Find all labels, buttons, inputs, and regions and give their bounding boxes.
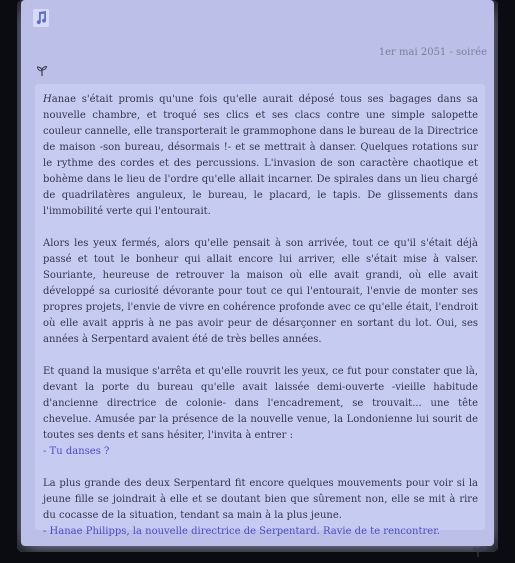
story-paragraph-3 <box>43 364 478 460</box>
story-text <box>43 92 478 540</box>
sprout-icon <box>36 62 48 74</box>
dialogue-line-2: - Hanae Philipps, la nouvelle directrice de Serpentard. Ravie de te rencontrer. <box>43 526 441 537</box>
story-text-box <box>35 84 485 537</box>
sprout-icon <box>472 543 484 555</box>
story-paragraph-1 <box>43 92 478 220</box>
story-paragraph-1-text: anae s'était promis qu'une fois qu'elle aurait déposé tous ses bagages dans sa nouvelle chambre, et troqué ses clics et ses clacs contre une simple salopette couleur cannelle, elle transporterait le grammophone dans le bureau de la Directrice de maison -son bureau, désormais !- et se mettrait à danser. Quelques rotations sur le rythme des cordes et des percussions. L'invasion de son caractère chaotique et bohème dans le lieu de l'ordre qu'elle allait incarner. De spirales dans un lieu chargé de quadrilatères anguleux, le bureau, le placard, le tapis. De glissements dans l'immobilité verte qui l'entourait. <box>43 94 478 217</box>
music-note-icon[interactable] <box>33 9 49 27</box>
story-paragraph-2: Alors les yeux fermés, alors qu'elle pensait à son arrivée, tout ce qu'il s'était déjà passé et tout le bonheur qui allait encore lui arriver, elle s'était mise à valser. Souriante, heureuse de retrouver la maison où elle avait grandi, où elle avait développé sa curiosité dévorante pour tout ce qui l'entourait, l'envie de monter ses propres projets, l'envie de vivre en cohérence profonde avec ce qu'elle était, l'endroit où elle avait appris à ne pas avoir peur de désarçonner en sortant du lot. Oui, ses années à Serpentard avaient été de très belles années. <box>43 238 478 345</box>
story-paragraph-4-text: La plus grande des deux Serpentard fit encore quelques mouvements pour voir si la jeune fille se joindrait à elle et se doutant bien que sûrement non, elle se mit à rire du cocasse de la situation, tendant sa main à la plus jeune. <box>43 478 478 521</box>
story-paragraph-3-text: Et quand la musique s'arrêta et qu'elle rouvrit les yeux, ce fut pour constater que là, devant la porte du bureau qu'elle avait laissée demi-ouverte -vieille habitude d'ancienne directrice de colonie- dans l'encadrement, se trouvait... une tête chevelue. Amusée par la présence de la nouvelle venue, la Londonienne lui sourit de toutes ses dents et sans hésiter, l'invita à entrer : <box>43 366 478 441</box>
story-paragraph-4 <box>43 476 478 540</box>
drop-cap: H <box>43 94 52 105</box>
post-date: 1er mai 2051 - soirée <box>378 47 487 58</box>
dialogue-line-1: - Tu danses ? <box>43 446 110 457</box>
